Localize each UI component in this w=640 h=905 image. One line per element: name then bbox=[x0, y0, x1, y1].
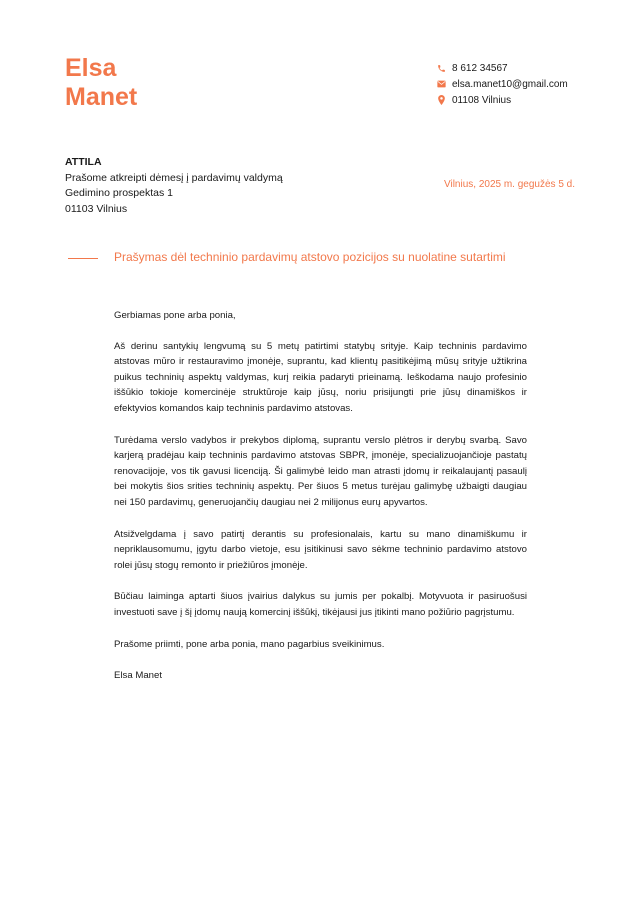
recipient-block bbox=[65, 155, 283, 217]
recipient-attention: Prašome atkreipti dėmesį į pardavimų valdymą bbox=[65, 171, 283, 184]
contact-address: 01108 Vilnius bbox=[452, 94, 512, 106]
letter-paragraph: Aš derinu santykių lengvumą su 5 metų patirtimi statybų srityje. Kaip techninis pardavimo atstovas mūro ir restauravimo įmonėje, suprantu, kad klientų pasitikėjimą mūsų srityje užtikrina puikus techninių aspektų valdymas, kurį reikia padaryti prieinamą. Ieškodama naujo profesinio iššūkio tokioje komercinėje struktūroje kaip jūsų, noriu prisijungti prie jūsų dinamiškos ir efektyvios komandos kaip techninis pardavimo atstovas. bbox=[114, 340, 527, 414]
letter-body bbox=[114, 308, 527, 700]
sender-last-name: Manet bbox=[65, 83, 138, 111]
location-pin-icon bbox=[436, 95, 446, 105]
contact-block bbox=[436, 60, 568, 108]
letter-closing: Prašome priimti, pone arba ponia, mano pagarbius sveikinimus. bbox=[114, 638, 385, 650]
letter-signature: Elsa Manet bbox=[114, 670, 162, 682]
sender-first-name: Elsa bbox=[65, 54, 117, 82]
letter-paragraph: Būčiau laiminga aptarti šiuos įvairius dalykus su jumis per pokalbį. Motyvuota ir pasiruošusi investuoti save į šį įdomų naują komercinį iššūkį, tikėjausi jus įtikinti mano požiūrio pagrįstumu. bbox=[114, 591, 527, 618]
sender-name bbox=[65, 54, 137, 112]
contact-phone-row bbox=[436, 60, 568, 76]
mail-icon bbox=[436, 79, 446, 89]
letter-paragraph: Atsižvelgdama į savo patirtį derantis su profesionalais, kartu su mano dinamiškumu ir nepriklausomumu, įgytu darbo vietoje, esu įsitikinusi savo sėkme techninio pardavimo atstovo rolei jūsų stogų remonto ir priežiūros įmonėje. bbox=[114, 528, 527, 571]
contact-email-row bbox=[436, 76, 568, 92]
contact-address-row bbox=[436, 92, 568, 108]
contact-phone: 8 612 34567 bbox=[452, 62, 508, 74]
letter-subject: Prašymas dėl techninio pardavimų atstovo pozicijos su nuolatine sutartimi bbox=[114, 250, 506, 264]
recipient-city: 01103 Vilnius bbox=[65, 202, 128, 215]
recipient-street: Gedimino prospektas 1 bbox=[65, 187, 173, 199]
phone-icon bbox=[436, 63, 446, 73]
subject-divider bbox=[68, 258, 98, 259]
letter-date: Vilnius, 2025 m. gegužės 5 d. bbox=[443, 179, 575, 190]
recipient-company: ATTILA bbox=[65, 156, 102, 168]
letter-greeting: Gerbiamas pone arba ponia, bbox=[114, 310, 236, 321]
letter-paragraph: Turėdama verslo vadybos ir prekybos diplomą, suprantu verslo plėtros ir derybų svarbą. Savo karjerą pradėjau kaip techninis pardavimo atstovas SBPR, įmonėje, specializuojančioje pastatų renovacijoje, vos tik gavusi licenciją. Ši galimybė leido man atrasti įdomų ir reikalaujantį pasaulį bei mokytis šios srities techninių aspektų. Per šiuos 5 metus turėjau galimybę užbaigti daugiau nei 150 pardavimų, generuojančių daugiau nei 2 milijonus eurų apyvartos. bbox=[114, 434, 527, 508]
contact-email[interactable]: elsa.manet10@gmail.com bbox=[452, 78, 568, 90]
